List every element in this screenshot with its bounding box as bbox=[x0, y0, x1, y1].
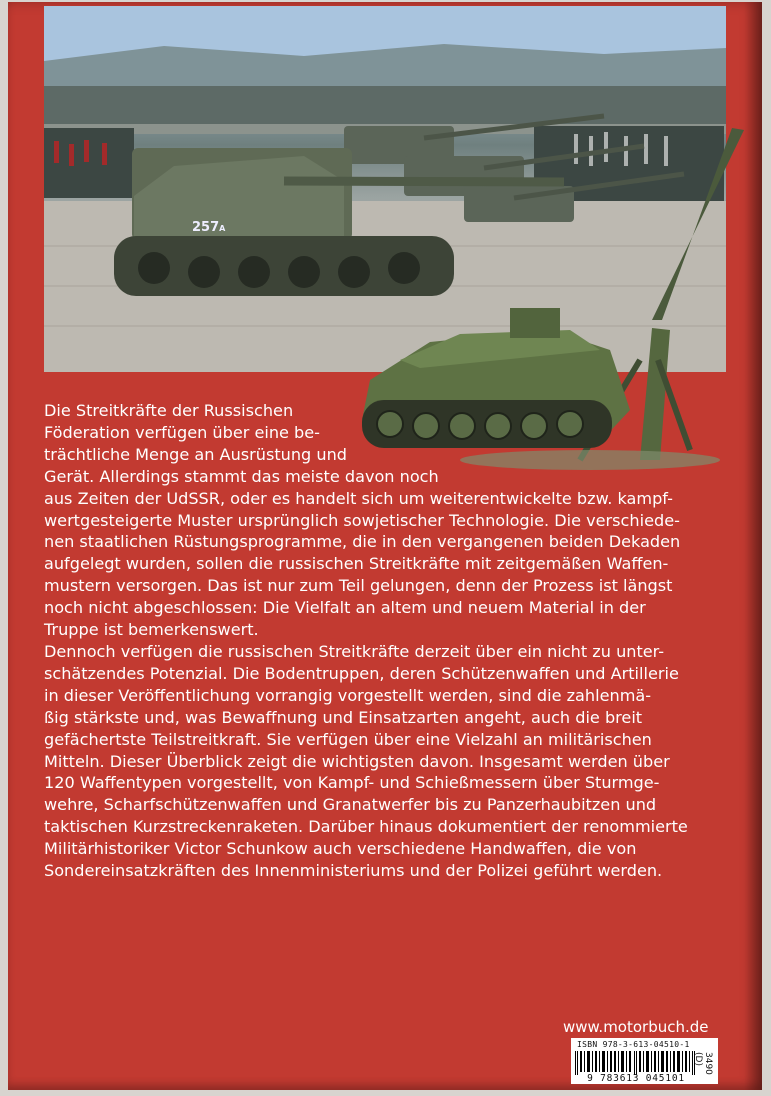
blurb-line: gefächertste Teilstreitkraft. Sie verfügen über eine Vielzahl an militärischen bbox=[44, 729, 652, 749]
blurb-line: nen staatlichen Rüstungsprogramme, die in den vergangenen beiden Dekaden bbox=[44, 532, 681, 552]
barcode-bars bbox=[575, 1051, 699, 1075]
blurb-line: trächtliche Menge an Ausrüstung und bbox=[44, 444, 348, 464]
blurb-line: aus Zeiten der UdSSR, oder es handelt sich um weiterentwickelte bzw. kampf- bbox=[44, 488, 673, 508]
blurb-line: taktischen Kurzstreckenraketen. Darüber hinaus dokumentiert der renommierte bbox=[44, 817, 688, 837]
publisher-url: www.motorbuch.de bbox=[563, 1018, 709, 1036]
blurb-line: noch nicht abgeschlossen: Die Vielfalt an altem und neuem Material in der bbox=[44, 598, 646, 618]
blurb-line: Sondereinsatzkräften des Innenministeriums und der Polizei geführt werden. bbox=[44, 861, 663, 881]
spine-shadow bbox=[744, 2, 762, 1090]
blurb-line: wertgesteigerte Muster ursprünglich sowjetischer Technologie. Die verschiede- bbox=[44, 510, 680, 530]
book-back-cover bbox=[8, 2, 762, 1090]
price-code: 3490 (D) bbox=[693, 1052, 713, 1075]
blurb-line: Gerät. Allerdings stammt das meiste davon noch bbox=[44, 466, 439, 486]
blurb-line: Mitteln. Dieser Überblick zeigt die wichtigsten davon. Insgesamt werden über bbox=[44, 751, 670, 771]
blurb-line: Militärhistoriker Victor Schunkow auch verschiedene Handwaffen, die von bbox=[44, 839, 637, 859]
blurb-line: Die Streitkräfte der Russischen bbox=[44, 401, 294, 420]
blurb-line: wehre, Scharfschützenwaffen und Granatwerfer bis zu Panzerhaubitzen und bbox=[44, 795, 657, 815]
blurb-text bbox=[44, 400, 744, 882]
blurb-line: ßig stärkste und, was Bewaffnung und Einsatzarten angeht, auch die breit bbox=[44, 707, 643, 727]
blurb-line: in dieser Veröffentlichung vorrangig vorgestellt werden, sind die zahlenmä- bbox=[44, 685, 652, 705]
blurb-line: 120 Waffentypen vorgestellt, von Kampf- und Schießmessern über Sturmge- bbox=[44, 773, 660, 793]
blurb-line: schätzendes Potenzial. Die Bodentruppen, deren Schützenwaffen und Artillerie bbox=[44, 663, 679, 683]
blurb-line: aufgelegt wurden, sollen die russischen Streitkräfte mit zeitgemäßen Waffen- bbox=[44, 554, 669, 574]
blurb-line: mustern versorgen. Das ist nur zum Teil gelungen, denn der Prozess ist längst bbox=[44, 576, 673, 596]
vehicle-number: 257A bbox=[192, 220, 226, 235]
blurb-line: Föderation verfügen über eine be- bbox=[44, 422, 320, 442]
blurb-line: Truppe ist bemerkenswert. bbox=[44, 620, 259, 640]
blurb-line: Dennoch verfügen die russischen Streitkräfte derzeit über ein nicht zu unter- bbox=[44, 641, 665, 661]
isbn-label: ISBN 978-3-613-04510-1 bbox=[577, 1040, 690, 1049]
isbn-barcode bbox=[571, 1038, 718, 1084]
barcode-digits: 9 783613 045101 bbox=[587, 1073, 685, 1084]
